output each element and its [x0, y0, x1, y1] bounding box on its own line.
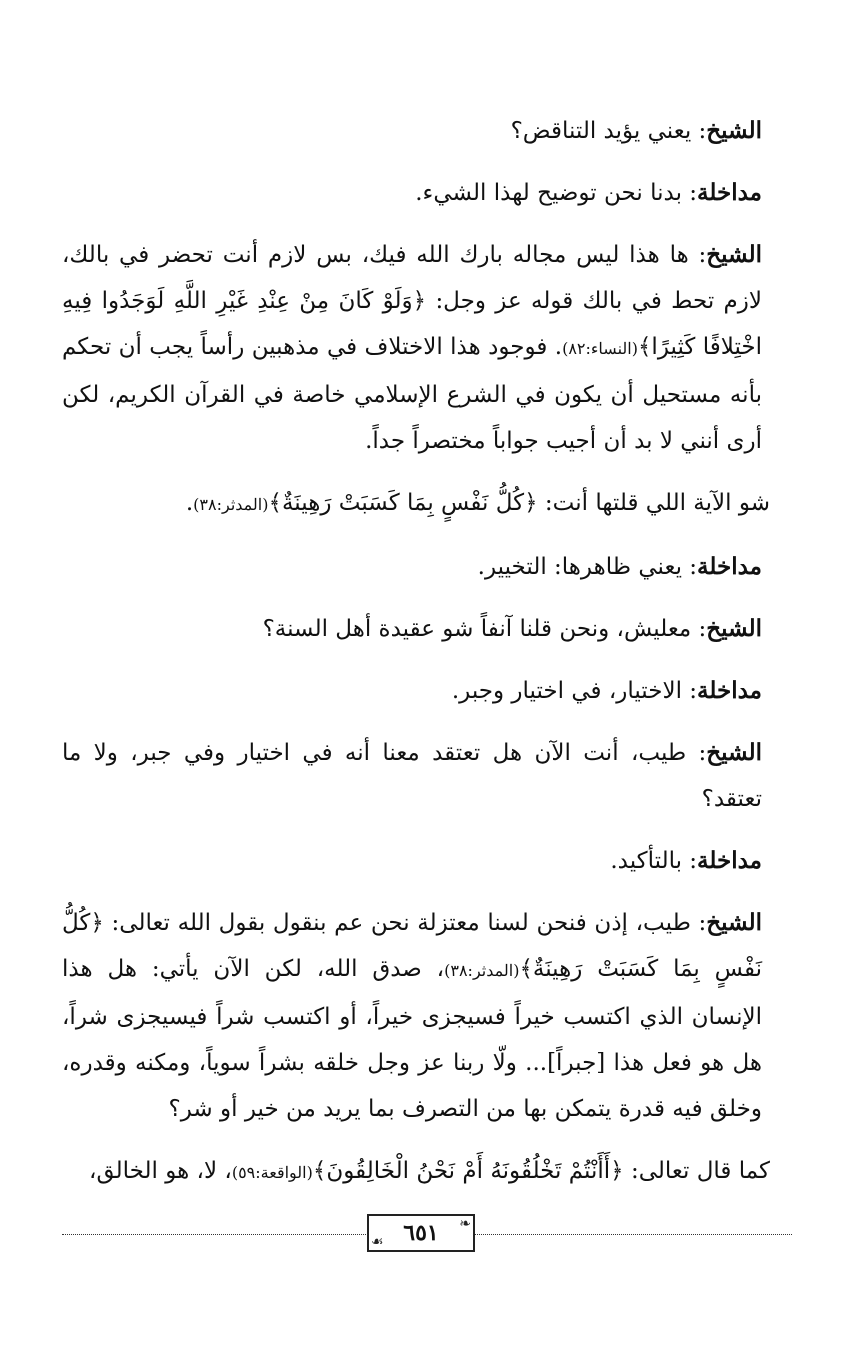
verse-reference: (النساء:٨٢)	[562, 339, 638, 358]
speaker-label: الشيخ	[706, 117, 762, 144]
speaker-label: الشيخ	[706, 241, 762, 268]
page-number-frame	[367, 1214, 475, 1252]
paragraph-6: الشيخ: معليش، ونحن قلنا آنفاً شو عقيدة أهل السنة؟	[262, 615, 762, 642]
paragraph-8: الشيخ: طيب، أنت الآن هل تعتقد معنا أنه في اختيار وفي جبر، ولا ما تعتقد؟	[62, 739, 762, 812]
speaker-label: مداخلة	[697, 677, 762, 704]
paragraph-text: بالتأكيد.	[610, 848, 682, 874]
paragraph-text: . فوجود هذا الاختلاف في مذهبين رأساً يجب أن تحكم بأنه مستحيل أن يكون في الشرع الإسلامي خاصة في القرآن الكريم، لكن أرى أنني لا بد أن أجيب جواباً مختصراً جداً.	[62, 334, 762, 454]
paragraph-5: مداخلة: يعني ظاهرها: التخيير.	[477, 553, 762, 580]
verse-reference: (المدثر:٣٨)	[193, 495, 269, 514]
paragraph-7: مداخلة: الاختيار، في اختيار وجبر.	[451, 677, 762, 704]
paragraph-10: الشيخ: طيب، إذن فنحن لسنا معتزلة نحن عم بنقول بقول الله تعالى: ﴿كُلُّ نَفْسٍ بِمَا كَسَبَتْ رَهِينَةٌ﴾(المدثر:٣٨)، صدق الله، لكن الآن يأتي: هل هذا الإنسان الذي اكتسب خيراً فسيجزى خيراً، أو اكتسب شراً فيسيجزى شراً، هل هو فعل هذا [جبراً]... ولّا ربنا عز وجل خلقه بشراً سوياً، ومكنه وقدره، وخلق فيه قدرة يتمكن بها من التصرف بما يريد من خير أو شر؟	[62, 909, 762, 1122]
speaker-label: مداخلة	[697, 179, 762, 206]
paragraph-9: مداخلة: بالتأكيد.	[610, 847, 762, 874]
paragraph-text: بدنا نحن توضيح لهذا الشيء.	[415, 180, 682, 206]
paragraph-11	[62, 1148, 792, 1196]
quran-verse: ﴿أَأَنْتُمْ تَخْلُقُونَهُ أَمْ نَحْنُ الْخَالِقُونَ﴾	[312, 1158, 624, 1184]
paragraph-2: مداخلة: بدنا نحن توضيح لهذا الشيء.	[415, 179, 762, 206]
page-number: ٦٥١	[403, 1220, 439, 1246]
speaker-label: الشيخ	[706, 909, 762, 936]
paragraph-text: طيب، أنت الآن هل تعتقد معنا أنه في اختيار وفي جبر، ولا ما تعتقد؟	[62, 740, 762, 812]
paragraph-text: يعني يؤيد التناقض؟	[510, 118, 692, 144]
paragraph-text: الاختيار، في اختيار وجبر.	[451, 678, 682, 704]
corner-ornament-icon: ❧	[459, 1216, 471, 1232]
paragraph-text: شو الآية اللي قلتها أنت:	[544, 490, 770, 516]
paragraph-text: ، صدق الله، لكن الآن يأتي: هل هذا الإنسان الذي اكتسب خيراً فسيجزى خيراً، أو اكتسب شراً فيسيجزى شراً، هل هو فعل هذا [جبراً]... ولّا ربنا عز وجل خلقه بشراً سوياً، ومكنه وقدره، وخلق فيه قدرة يتمكن بها من التصرف بما يريد من خير أو شر؟	[62, 956, 762, 1122]
speaker-label: الشيخ	[706, 739, 762, 766]
paragraph-1: الشيخ: يعني يؤيد التناقض؟	[510, 117, 762, 144]
paragraph-text: معليش، ونحن قلنا آنفاً شو عقيدة أهل السنة؟	[262, 616, 692, 642]
paragraph-text: .	[185, 490, 194, 516]
speaker-label: الشيخ	[706, 615, 762, 642]
verse-reference: (المدثر:٣٨)	[444, 961, 520, 980]
paragraph-text: ، لا، هو الخالق،	[89, 1158, 232, 1184]
quran-verse: ﴿كُلُّ نَفْسٍ بِمَا كَسَبَتْ رَهِينَةٌ﴾	[268, 490, 538, 516]
quran-verse: ﴿كُلُّ نَفْسٍ بِمَا كَسَبَتْ رَهِينَةٌ﴾	[62, 910, 762, 982]
paragraph-text: كما قال تعالى:	[630, 1158, 770, 1184]
paragraph-4	[62, 480, 792, 528]
paragraph-text: طيب، إذن فنحن لسنا معتزلة نحن عم بنقول بقول الله تعالى:	[111, 910, 691, 936]
speaker-label: مداخلة	[697, 847, 762, 874]
speaker-label: مداخلة	[697, 553, 762, 580]
paragraph-text: ها هذا ليس مجاله بارك الله فيك، بس لازم أنت تحضر في بالك، لازم تحط في بالك قوله عز وجل:	[62, 242, 763, 314]
quran-verse: ﴿وَلَوْ كَانَ مِنْ عِنْدِ غَيْرِ اللَّهِ لَوَجَدُوا فِيهِ اخْتِلافًا كَثِيرًا﴾	[62, 288, 763, 360]
page-body	[62, 108, 792, 1212]
verse-reference: (الواقعة:٥٩)	[231, 1163, 313, 1182]
paragraph-text: يعني ظاهرها: التخيير.	[477, 554, 682, 580]
page-footer	[62, 1208, 792, 1256]
paragraph-3: الشيخ: ها هذا ليس مجاله بارك الله فيك، بس لازم أنت تحضر في بالك، لازم تحط في بالك قوله عز وجل: ﴿وَلَوْ كَانَ مِنْ عِنْدِ غَيْرِ اللَّهِ لَوَجَدُوا فِيهِ اخْتِلافًا كَثِيرًا﴾(النساء:٨٢). فوجود هذا الاختلاف في مذهبين رأساً يجب أن تحكم بأنه مستحيل أن يكون في الشرع الإسلامي خاصة في القرآن الكريم، لكن أرى أنني لا بد أن أجيب جواباً مختصراً جداً.	[62, 241, 763, 454]
corner-ornament-icon: ☙	[371, 1234, 384, 1250]
